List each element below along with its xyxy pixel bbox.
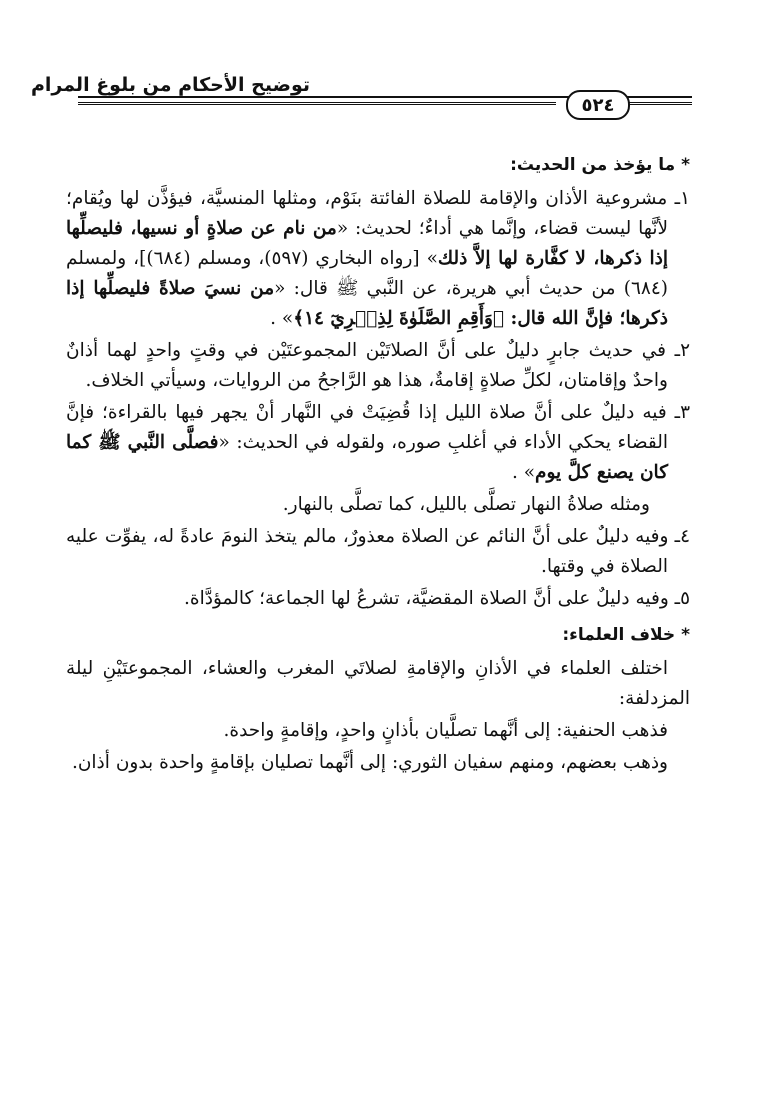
benefit-item-1 (66, 184, 690, 334)
dispute-paragraph-3: وذهب بعضهم، ومنهم سفيان الثوري: إلى أنَّهما تصليان بإقامةٍ واحدة بدون أذان. (71, 752, 668, 773)
dispute-paragraph-1: اختلف العلماء في الأذانِ والإقامةِ لصلاتَي المغرب والعشاء، المجموعتَيْنِ ليلة المزدلفة: (66, 658, 690, 709)
benefit-item-3-text-a: ٣ـ فيه دليلٌ على أنَّ صلاة الليل إذا قُضِيَتْ في النَّهار أنْ يجهر فيها بالقراءة؛ فإنَّ القضاء يحكي الأداء في أغلبِ صوره، ولقوله في الحديث: « (66, 402, 690, 453)
benefit-item-3-note: ومثله صلاةُ النهار تصلَّى بالليل، كما تصلَّى بالنهار. (282, 494, 650, 515)
header-double-rule-left (78, 102, 556, 105)
benefit-item-1-text-c: » . (270, 308, 294, 329)
benefit-item-3-text-b: » . (511, 462, 536, 483)
page-number-text: ٥٢٤ (581, 94, 615, 116)
benefit-item-1-text-b: » [رواه البخاري (٥٩٧)، ومسلم (٦٨٤)]، ولمسلم (٦٨٤) من حديث أبي هريرة، عن النَّبي ﷺ قال: « (66, 248, 669, 299)
benefit-item-2: ٢ـ في حديث جابرٍ دليلٌ على أنَّ الصلاتَيْن المجموعتَيْن في وقتٍ واحدٍ لهما أذانٌ واحدٌ وإقامتان، لكلِّ صلاةٍ إقامةٌ، هذا هو الرَّاجحُ من الروايات، وسيأتي الخلاف. (66, 340, 690, 391)
hadith-quote-2: من نسيَ صلاةً فليصلِّها إذا ذكرها؛ فإنَّ الله قال: ﴿وَأَقِمِ الصَّلَوٰةَ لِذِكۡرِيٓ ١٤﴾ (66, 278, 668, 329)
benefit-item-5: ٥ـ وفيه دليلٌ على أنَّ الصلاة المقضيَّة، تشرعُ لها الجماعة؛ كالمؤدَّاة. (184, 588, 690, 609)
section-heading-dispute: * خلاف العلماء: (562, 625, 690, 645)
hadith-quote-1: من نام عن صلاةٍ أو نسيها، فليصلِّها إذا ذكرها، لا كفَّارة لها إلاَّ ذلك (66, 218, 668, 269)
header-double-rule-right (628, 102, 692, 105)
page-body (66, 150, 690, 778)
section-heading-benefits: * ما يؤخذ من الحديث: (510, 155, 690, 175)
benefit-item-3 (66, 398, 690, 488)
dispute-paragraph-2: فذهب الحنفية: إلى أنَّهما تصلَّيان بأذانٍ واحدٍ، وإقامةٍ واحدة. (223, 720, 668, 741)
hadith-quote-3: فصلَّى النَّبي ﷺ كما كان يصنع كلَّ يوم (66, 432, 668, 483)
running-header-title: توضيح الأحكام من بلوغ المرام (30, 74, 310, 96)
benefit-item-1-text-a: ١ـ مشروعية الأذان والإقامة للصلاة الفائتة بنَوْم، ومثلها المنسيَّة، فيؤذَّن لها ويُقام؛ لأنَّها ليست قضاء، وإنَّما هي أداءٌ؛ لحديث: « (66, 188, 690, 239)
page-number (566, 90, 630, 120)
benefit-item-4: ٤ـ وفيه دليلٌ على أنَّ النائم عن الصلاة معذورٌ، مالم يتخذ النومَ عادةً له، يفوِّت عليه الصلاة في وقتها. (66, 526, 690, 577)
